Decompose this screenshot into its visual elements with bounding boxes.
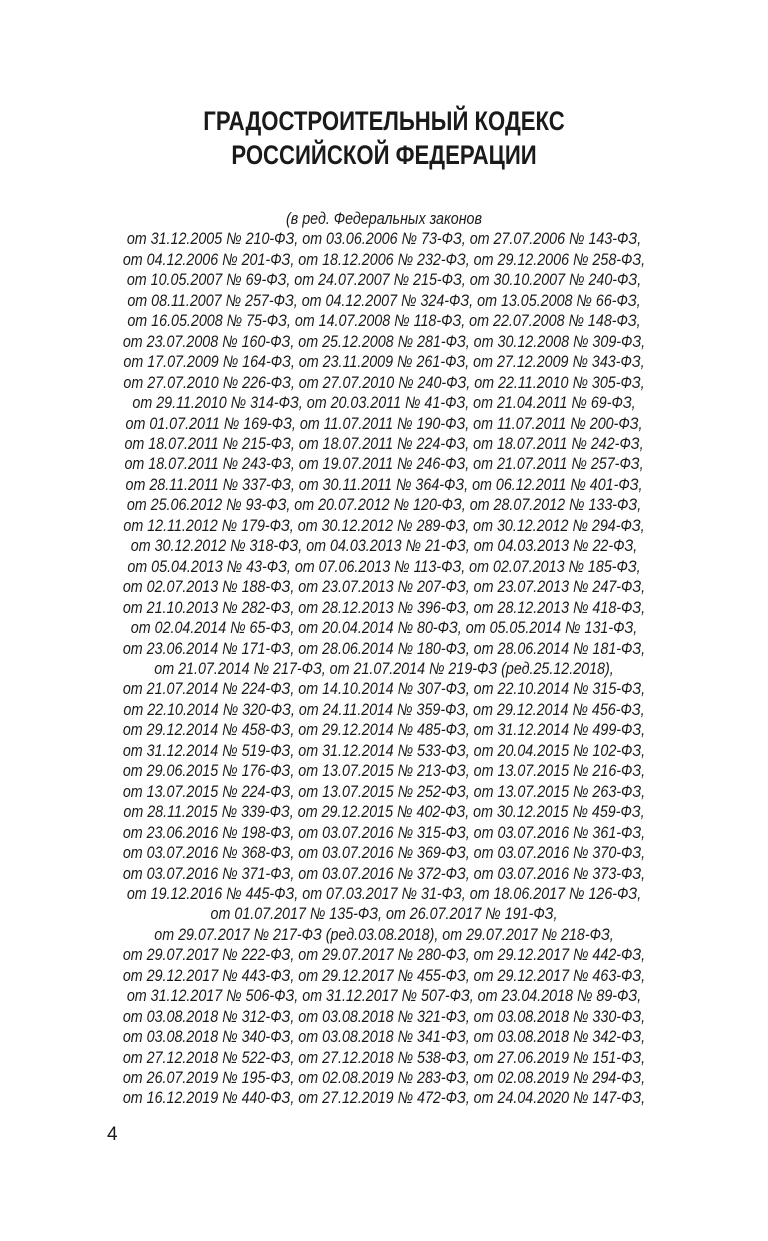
- amendment-line: от 28.11.2011 № 337-ФЗ, от 30.11.2011 № 364-ФЗ, от 06.12.2011 № 401-ФЗ,: [125, 475, 643, 494]
- amendment-line: от 30.12.2012 № 318-ФЗ, от 04.03.2013 № 21-ФЗ, от 04.03.2013 № 22-ФЗ,: [130, 537, 638, 556]
- amendment-line: от 31.12.2014 № 519-ФЗ, от 31.12.2014 № 533-ФЗ, от 20.04.2015 № 102-ФЗ,: [122, 741, 646, 760]
- amendment-line: от 21.10.2013 № 282-ФЗ, от 28.12.2013 № 396-ФЗ, от 28.12.2013 № 418-ФЗ,: [122, 598, 646, 617]
- amendment-line: от 31.12.2017 № 506-ФЗ, от 31.12.2017 № 507-ФЗ, от 23.04.2018 № 89-ФЗ,: [126, 987, 642, 1006]
- amendment-line: от 21.07.2014 № 217-ФЗ, от 21.07.2014 № 219-ФЗ (ред.25.12.2018),: [154, 659, 614, 678]
- title-line-2: РОССИЙСКОЙ ФЕДЕРАЦИИ: [231, 140, 537, 170]
- amendment-line: от 16.05.2008 № 75-ФЗ, от 14.07.2008 № 118-ФЗ, от 22.07.2008 № 148-ФЗ,: [127, 312, 641, 331]
- amendment-line: от 21.07.2014 № 224-ФЗ, от 14.10.2014 № 307-ФЗ, от 22.10.2014 № 315-ФЗ,: [122, 680, 646, 699]
- page-number: 4: [107, 1124, 118, 1145]
- amendments-intro: (в ред. Федеральных законов: [286, 210, 482, 228]
- amendment-line: от 18.07.2011 № 243-ФЗ, от 19.07.2011 № 246-ФЗ, от 21.07.2011 № 257-ФЗ,: [124, 455, 644, 474]
- amendment-line: от 29.12.2017 № 443-ФЗ, от 29.12.2017 № 455-ФЗ, от 29.12.2017 № 463-ФЗ,: [122, 966, 646, 985]
- amendment-line: от 10.05.2007 № 69-ФЗ, от 24.07.2007 № 215-ФЗ, от 30.10.2007 № 240-ФЗ,: [126, 271, 642, 290]
- amendment-line: от 29.11.2010 № 314-ФЗ, от 20.03.2011 № 41-ФЗ, от 21.04.2011 № 69-ФЗ,: [132, 394, 636, 413]
- amendment-line: от 12.11.2012 № 179-ФЗ, от 30.12.2012 № 289-ФЗ, от 30.12.2012 № 294-ФЗ,: [123, 516, 645, 535]
- amendment-line: от 22.10.2014 № 320-ФЗ, от 24.11.2014 № 359-ФЗ, от 29.12.2014 № 456-ФЗ,: [123, 700, 645, 719]
- amendment-line: от 03.08.2018 № 312-ФЗ, от 03.08.2018 № 321-ФЗ, от 03.08.2018 № 330-ФЗ,: [122, 1007, 646, 1026]
- amendment-line: от 03.08.2018 № 340-ФЗ, от 03.08.2018 № 341-ФЗ, от 03.08.2018 № 342-ФЗ,: [122, 1028, 646, 1047]
- amendment-line: от 29.06.2015 № 176-ФЗ, от 13.07.2015 № 213-ФЗ, от 13.07.2015 № 216-ФЗ,: [122, 762, 646, 781]
- title-line-1: ГРАДОСТРОИТЕЛЬНЫЙ КОДЕКС: [203, 106, 565, 136]
- amendment-line: от 01.07.2011 № 169-ФЗ, от 11.07.2011 № 190-ФЗ, от 11.07.2011 № 200-ФЗ,: [125, 414, 643, 433]
- amendment-line: от 23.07.2008 № 160-ФЗ, от 25.12.2008 № 281-ФЗ, от 30.12.2008 № 309-ФЗ,: [122, 332, 646, 351]
- amendment-line: от 25.06.2012 № 93-ФЗ, от 20.07.2012 № 120-ФЗ, от 28.07.2012 № 133-ФЗ,: [126, 496, 642, 515]
- amendment-line: от 04.12.2006 № 201-ФЗ, от 18.12.2006 № 232-ФЗ, от 29.12.2006 № 258-ФЗ,: [122, 250, 646, 269]
- amendment-line: от 03.07.2016 № 371-ФЗ, от 03.07.2016 № 372-ФЗ, от 03.07.2016 № 373-ФЗ,: [122, 864, 646, 883]
- amendment-line: от 08.11.2007 № 257-ФЗ, от 04.12.2007 № 324-ФЗ, от 13.05.2008 № 66-ФЗ,: [127, 291, 641, 310]
- amendments-list: [31, 209, 738, 1109]
- amendment-line: от 29.07.2017 № 217-ФЗ (ред.03.08.2018), от 29.07.2017 № 218-ФЗ,: [154, 925, 614, 944]
- amendment-line: от 18.07.2011 № 215-ФЗ, от 18.07.2011 № 224-ФЗ, от 18.07.2011 № 242-ФЗ,: [124, 434, 644, 453]
- amendment-line: от 02.07.2013 № 188-ФЗ, от 23.07.2013 № 207-ФЗ, от 23.07.2013 № 247-ФЗ,: [122, 578, 646, 597]
- amendment-line: от 29.12.2014 № 458-ФЗ, от 29.12.2014 № 485-ФЗ, от 31.12.2014 № 499-ФЗ,: [122, 721, 646, 740]
- amendment-line: от 17.07.2009 № 164-ФЗ, от 23.11.2009 № 261-ФЗ, от 27.12.2009 № 343-ФЗ,: [123, 353, 645, 372]
- amendment-line: от 27.12.2018 № 522-ФЗ, от 27.12.2018 № 538-ФЗ, от 27.06.2019 № 151-ФЗ,: [122, 1048, 646, 1067]
- amendment-line: от 23.06.2016 № 198-ФЗ, от 03.07.2016 № 315-ФЗ, от 03.07.2016 № 361-ФЗ,: [122, 823, 646, 842]
- amendment-line: от 01.07.2017 № 135-ФЗ, от 26.07.2017 № 191-ФЗ,: [210, 905, 558, 924]
- amendment-line: от 27.07.2010 № 226-ФЗ, от 27.07.2010 № 240-ФЗ, от 22.11.2010 № 305-ФЗ,: [123, 373, 645, 392]
- amendment-line: от 16.12.2019 № 440-ФЗ, от 27.12.2019 № 472-ФЗ, от 24.04.2020 № 147-ФЗ,: [122, 1089, 646, 1108]
- amendment-line: от 29.07.2017 № 222-ФЗ, от 29.07.2017 № 280-ФЗ, от 29.12.2017 № 442-ФЗ,: [122, 946, 646, 965]
- amendment-line: от 03.07.2016 № 368-ФЗ, от 03.07.2016 № 369-ФЗ, от 03.07.2016 № 370-ФЗ,: [122, 844, 646, 863]
- amendment-line: от 31.12.2005 № 210-ФЗ, от 03.06.2006 № 73-ФЗ, от 27.07.2006 № 143-ФЗ,: [126, 230, 642, 249]
- amendment-line: от 13.07.2015 № 224-ФЗ, от 13.07.2015 № 252-ФЗ, от 13.07.2015 № 263-ФЗ,: [122, 782, 646, 801]
- document-title: [0, 104, 768, 172]
- amendment-line: от 23.06.2014 № 171-ФЗ, от 28.06.2014 № 180-ФЗ, от 28.06.2014 № 181-ФЗ,: [122, 639, 646, 658]
- amendment-line: от 19.12.2016 № 445-ФЗ, от 07.03.2017 № 31-ФЗ, от 18.06.2017 № 126-ФЗ,: [126, 884, 642, 903]
- amendment-line: от 26.07.2019 № 195-ФЗ, от 02.08.2019 № 283-ФЗ, от 02.08.2019 № 294-ФЗ,: [122, 1069, 646, 1088]
- amendment-line: от 28.11.2015 № 339-ФЗ, от 29.12.2015 № 402-ФЗ, от 30.12.2015 № 459-ФЗ,: [123, 803, 645, 822]
- amendment-line: от 05.04.2013 № 43-ФЗ, от 07.06.2013 № 113-ФЗ, от 02.07.2013 № 185-ФЗ,: [127, 557, 641, 576]
- amendment-line: от 02.04.2014 № 65-ФЗ, от 20.04.2014 № 80-ФЗ, от 05.05.2014 № 131-ФЗ,: [130, 619, 638, 638]
